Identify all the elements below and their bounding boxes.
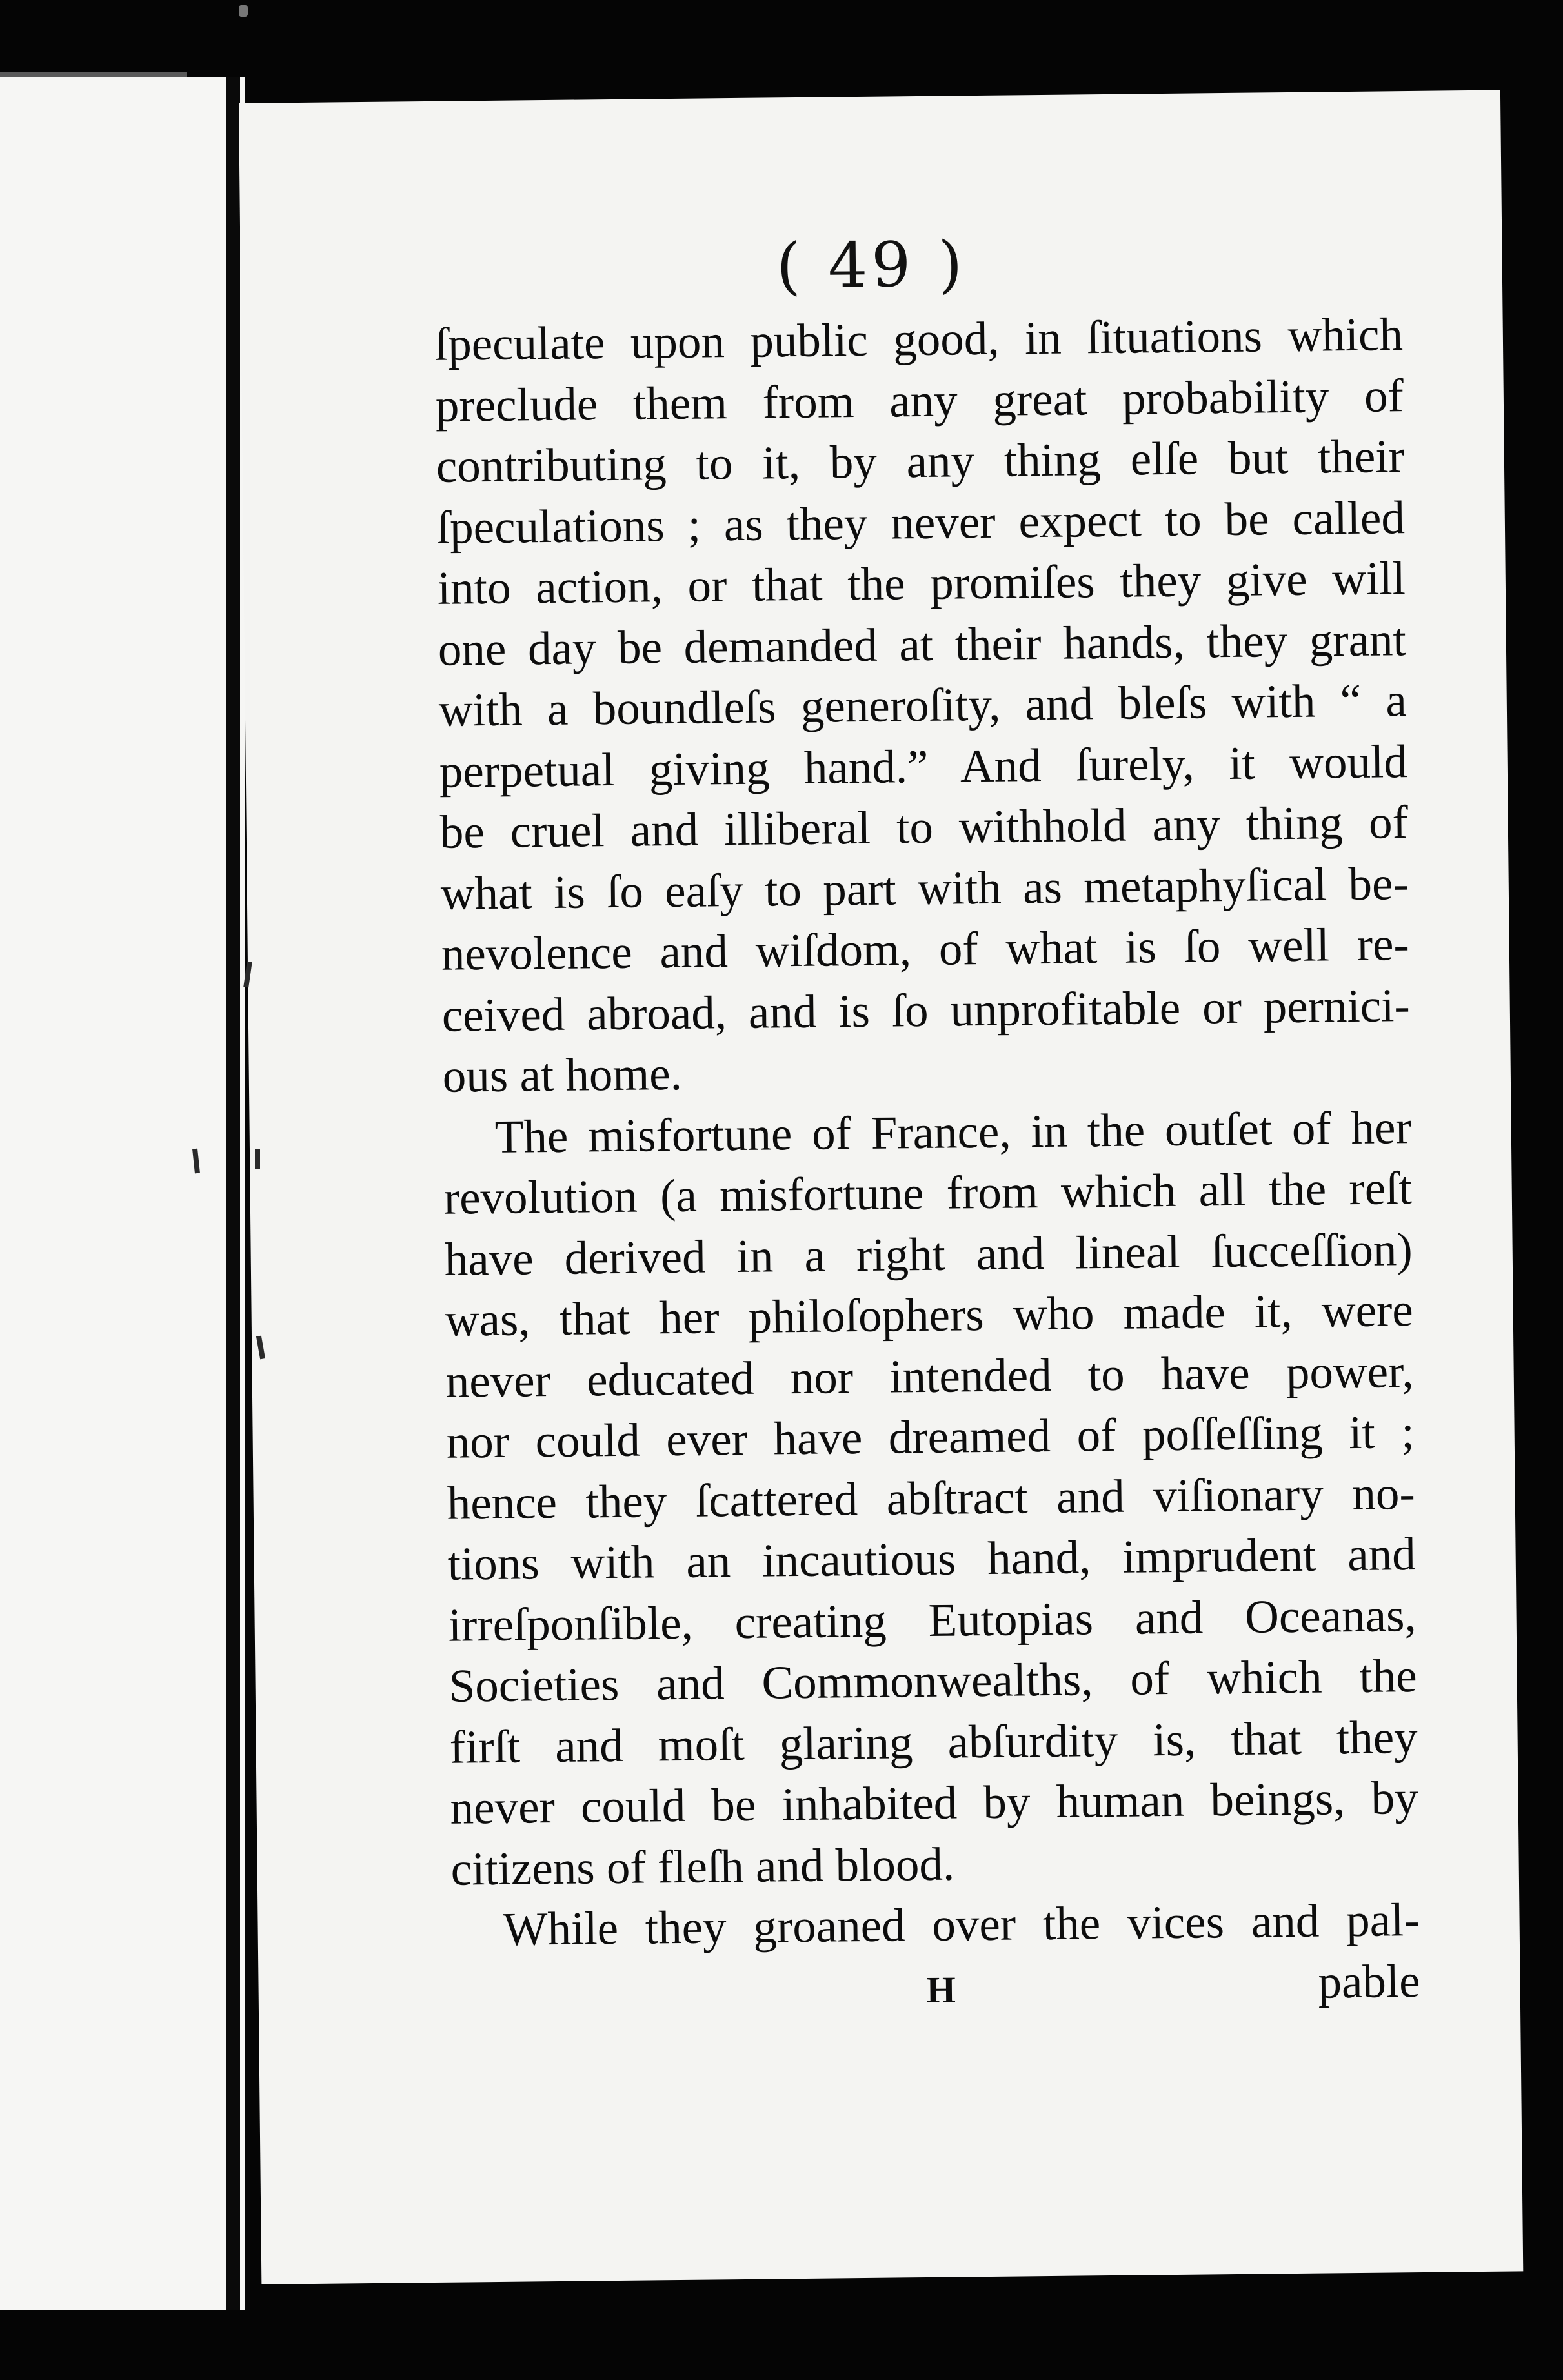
text-line: never could be inhabited by human beings, by [450, 1771, 1419, 1834]
text-line: have derived in a right and lineal ſucceſſion) [444, 1222, 1413, 1286]
text-line: ſpeculate upon public good, in ſituations which [434, 308, 1404, 370]
body-text [434, 304, 1420, 2022]
text-line: citizens of fleſh and blood. [450, 1837, 955, 1895]
text-line: with a boundleſs generoſity, and bleſs with “ a [438, 674, 1407, 736]
text-line: one day be demanded at their hands, they grant [438, 612, 1407, 676]
text-line: tions with an incautious hand, imprudent and [447, 1528, 1417, 1590]
text-line: Societies and Commonwealths, of which the [449, 1649, 1418, 1712]
book-gutter [226, 77, 240, 2310]
signature-mark: H [926, 1968, 956, 2011]
text-line: ſpeculations ; as they never expect to be called [436, 490, 1406, 554]
page-number: ( 49 ) [776, 228, 967, 303]
text-line: contributing to it, by any thing elſe but their [436, 430, 1405, 492]
text-line: nor could ever have dreamed of poſſeſſing it ; [446, 1406, 1415, 1468]
text-line: While they groaned over the vices and pal- [503, 1893, 1420, 1955]
text-line: never educated nor intended to have power, [445, 1344, 1415, 1407]
text-line: The misfortune of France, in the outſet of her [494, 1100, 1412, 1163]
text-line: what is ſo eaſy to part with as metaphyſical be- [440, 856, 1409, 920]
text-line: was, that her philoſophers who made it, were [445, 1284, 1414, 1346]
text-line: ceived abroad, and is ſo unprofitable or pernici- [441, 978, 1411, 1042]
margin-speck [255, 1149, 260, 1169]
corner-speck [239, 5, 248, 17]
text-line: into action, or that the promiſes they give will [437, 552, 1406, 614]
text-line: ous at home. [442, 1047, 683, 1102]
text-line: firſt and moſt glaring abſurdity is, that they [449, 1710, 1418, 1773]
book-page [239, 90, 1523, 2284]
text-line: hence they ſcattered abſtract and viſionary no- [447, 1466, 1416, 1529]
page-footer [452, 1950, 1420, 2021]
text-line: nevolence and wiſdom, of what is ſo well re- [441, 918, 1410, 980]
text-line: revolution (a misfortune from which all the reſt [443, 1162, 1413, 1224]
text-line: be cruel and illiberal to withhold any thing of [439, 796, 1409, 858]
facing-page [0, 77, 245, 2310]
catchword: pable [1318, 1954, 1420, 2008]
text-line: irreſponſible, creating Eutopias and Oceanas, [448, 1588, 1417, 1651]
text-line: perpetual giving hand.” And ſurely, it would [439, 734, 1408, 798]
text-line: preclude them from any great probability of [435, 368, 1404, 432]
